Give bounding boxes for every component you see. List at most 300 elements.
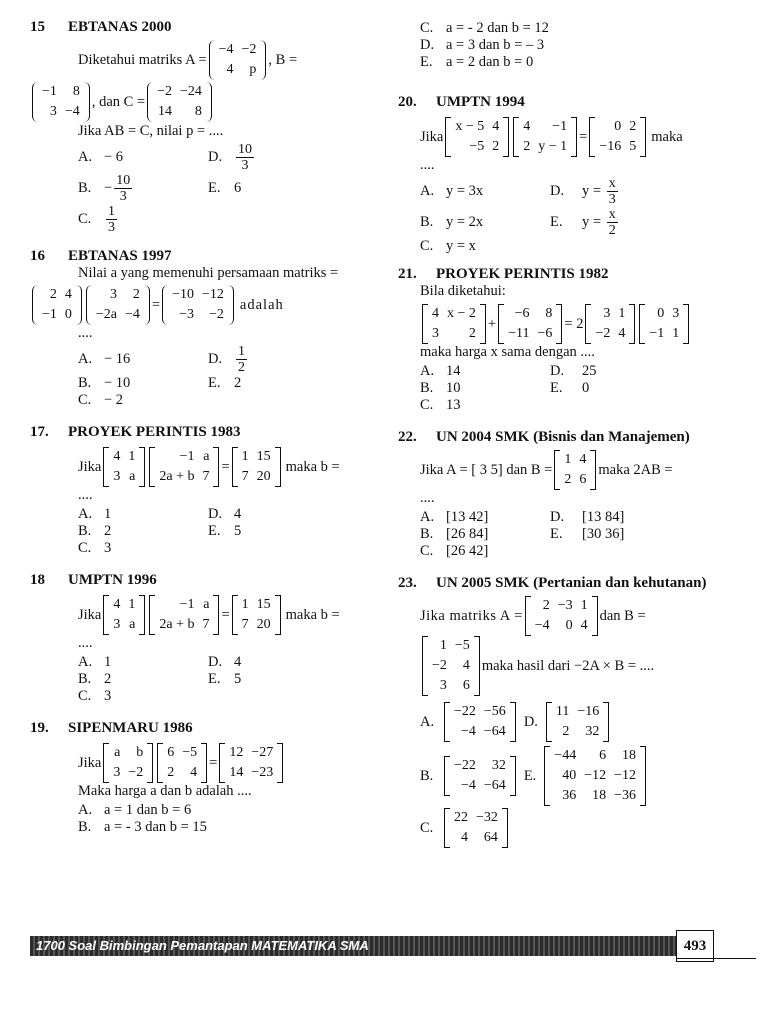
option-d-value: 4 bbox=[234, 654, 242, 670]
matrix-entries bbox=[238, 447, 275, 487]
matrix-b bbox=[422, 636, 480, 696]
matrix bbox=[232, 447, 281, 487]
matrix-entries bbox=[552, 702, 603, 742]
option-a-label: A. bbox=[420, 363, 435, 379]
matrix-entry: 2 bbox=[562, 724, 570, 739]
comma-text: , B = bbox=[268, 52, 298, 68]
option-c-value: [26 42] bbox=[446, 543, 489, 559]
matrix bbox=[498, 304, 562, 344]
matrix-entries bbox=[560, 450, 590, 490]
option-row bbox=[420, 509, 628, 526]
option-b-label: B. bbox=[78, 819, 92, 835]
matrix-entry: 7 bbox=[241, 617, 249, 632]
question-23 bbox=[398, 574, 743, 848]
matrix-a bbox=[525, 596, 598, 636]
matrix-entry: 2a + b bbox=[159, 617, 195, 632]
answer-options bbox=[78, 344, 253, 409]
matrix-entry: 4 bbox=[226, 62, 234, 77]
option-e-label: E. bbox=[208, 523, 221, 539]
option-b-value: a = - 3 dan b = 15 bbox=[104, 819, 207, 835]
jika-text: Jika bbox=[78, 459, 102, 475]
matrix-entry: −6 bbox=[514, 306, 530, 321]
option-row bbox=[78, 204, 260, 235]
matrix-entries bbox=[595, 117, 640, 157]
matrix-entries bbox=[109, 447, 139, 487]
option-c-value: 3 bbox=[104, 540, 112, 556]
option-d-fraction: $\frac{x}{3}$ bbox=[608, 176, 616, 207]
and-b-text: dan B = bbox=[599, 608, 646, 624]
question-prompt: Maka harga a dan b adalah .... bbox=[78, 783, 252, 799]
matrix-entry: −22 bbox=[454, 758, 476, 773]
answer-options bbox=[420, 20, 553, 71]
matrix-entry: 0 bbox=[565, 618, 573, 633]
option-b-fraction: $\frac{10}{3}$ bbox=[116, 173, 131, 204]
matrix bbox=[149, 595, 219, 635]
answer-options bbox=[78, 142, 260, 235]
option-c-label: C. bbox=[78, 392, 92, 408]
matrix-entry: 18 bbox=[622, 748, 637, 763]
option-a-label: A. bbox=[420, 183, 435, 199]
option-a-matrix bbox=[444, 702, 516, 742]
page-number: 493 bbox=[676, 930, 714, 962]
matrix-entry: −2 bbox=[595, 326, 611, 341]
matrix-entry: 8 bbox=[545, 306, 553, 321]
matrix-entry: 2 bbox=[468, 326, 476, 341]
answer-options bbox=[78, 506, 245, 557]
matrix-entry: 3 bbox=[672, 306, 680, 321]
option-row bbox=[78, 392, 253, 409]
option-row bbox=[78, 142, 260, 173]
matrix-entry: a bbox=[129, 469, 136, 484]
matrix-entry: 1 bbox=[241, 597, 249, 612]
matrix-entries bbox=[428, 304, 480, 344]
question-tail: maka b = bbox=[285, 459, 340, 475]
option-row: A. y = 3x D. y = $\frac{x}{3}$ bbox=[420, 176, 616, 207]
matrix-entry: 36 bbox=[562, 788, 577, 803]
matrix bbox=[422, 304, 486, 344]
option-e-label: E. bbox=[208, 180, 221, 196]
question-21 bbox=[398, 265, 743, 414]
option-row bbox=[420, 54, 553, 71]
matrix-entries bbox=[38, 82, 84, 122]
option-e-value: 2 bbox=[234, 375, 242, 391]
matrix-entry: −16 bbox=[599, 139, 622, 154]
option-c-label: C. bbox=[420, 20, 434, 36]
jika-text: Jika bbox=[420, 129, 444, 145]
question-number: 19. bbox=[30, 720, 49, 736]
matrix-entry: y − 1 bbox=[538, 139, 568, 154]
left-column bbox=[30, 18, 370, 846]
matrix-entry: 8 bbox=[194, 104, 202, 119]
option-b-label: B. bbox=[78, 523, 92, 539]
equals-sign: = bbox=[209, 755, 218, 771]
matrix bbox=[149, 447, 219, 487]
matrix-entry: 2 bbox=[542, 598, 550, 613]
matrix-entry: −24 bbox=[180, 84, 202, 99]
matrix-entry: −4 bbox=[461, 724, 476, 739]
option-d-label: D. bbox=[550, 183, 565, 199]
matrix-entries bbox=[215, 40, 261, 80]
matrix bbox=[162, 285, 234, 325]
matrix-entries bbox=[225, 743, 277, 783]
matrix-entry: 4 bbox=[492, 119, 500, 134]
question-number: 18 bbox=[30, 572, 45, 588]
matrix-entries bbox=[92, 285, 144, 325]
option-a-label: A. bbox=[78, 802, 93, 818]
matrix-bracket-right bbox=[640, 117, 646, 157]
option-b-label: B. bbox=[78, 671, 92, 687]
matrix-entry: −4 bbox=[218, 42, 234, 57]
matrix-bracket-right bbox=[590, 450, 596, 490]
option-b-value: − 10 bbox=[104, 375, 131, 391]
option-row bbox=[78, 506, 245, 523]
matrix-bracket-right bbox=[503, 117, 509, 157]
matrix-entry: 32 bbox=[585, 724, 600, 739]
equals-sign: = bbox=[579, 129, 588, 145]
matrix-bracket-right bbox=[228, 285, 234, 325]
matrix-entry: −36 bbox=[614, 788, 637, 803]
question-16 bbox=[30, 247, 370, 409]
matrix-bracket-right bbox=[277, 743, 283, 783]
matrix-entry: −5 bbox=[469, 139, 485, 154]
matrix-entry: 2 bbox=[523, 139, 531, 154]
matrix-entry: −64 bbox=[483, 724, 506, 739]
matrix-entry: 8 bbox=[72, 84, 80, 99]
matrix-entry: −3 bbox=[557, 598, 573, 613]
option-a-value: [13 42] bbox=[446, 509, 489, 525]
matrix bbox=[585, 304, 635, 344]
matrix-bracket-right bbox=[260, 40, 266, 80]
answer-options bbox=[420, 509, 628, 560]
option-e-label: E. bbox=[550, 214, 563, 230]
matrix bbox=[103, 743, 153, 783]
option-b-value: 2 bbox=[104, 523, 112, 539]
matrix-entry: a bbox=[114, 745, 121, 760]
matrix-entry: −12 bbox=[614, 768, 637, 783]
option-d-label: D. bbox=[208, 351, 223, 367]
matrix-bracket-right bbox=[275, 447, 281, 487]
matrix-entry: −10 bbox=[172, 287, 195, 302]
ellipsis: .... bbox=[420, 490, 435, 506]
option-d-value: [13 84] bbox=[582, 509, 625, 525]
matrix-entry: 11 bbox=[555, 704, 570, 719]
matrix-entry: 40 bbox=[562, 768, 577, 783]
matrix-entry: −4 bbox=[534, 618, 550, 633]
matrix-entry: 1 bbox=[618, 306, 626, 321]
question-prompt: maka hasil dari −2A × B = .... bbox=[481, 658, 655, 674]
option-b-label: B. bbox=[78, 375, 92, 391]
option-e-value: 6 bbox=[234, 180, 242, 196]
option-b-label: B. bbox=[420, 380, 434, 396]
matrix bbox=[103, 447, 145, 487]
and-c-text: , dan C = bbox=[91, 94, 146, 110]
matrix-entry: −64 bbox=[483, 778, 506, 793]
matrix-entry: 3 bbox=[110, 287, 118, 302]
question-number: 20. bbox=[398, 94, 417, 110]
question-prompt: maka harga x sama dengan .... bbox=[420, 344, 595, 360]
option-row bbox=[78, 344, 253, 375]
option-c-label: C. bbox=[420, 238, 434, 254]
matrix-entry: 15 bbox=[256, 597, 271, 612]
matrix bbox=[86, 285, 150, 325]
matrix-entry: 20 bbox=[256, 617, 271, 632]
matrix-entry: 4 bbox=[461, 830, 468, 845]
question-number: 16 bbox=[30, 248, 45, 264]
matrix-entries bbox=[550, 746, 640, 806]
matrix-entry: a bbox=[203, 597, 210, 612]
option-d-label: D. bbox=[208, 149, 223, 165]
matrix-entry: 1 bbox=[128, 449, 136, 464]
question-20 bbox=[398, 93, 743, 255]
question-19 bbox=[30, 719, 370, 836]
matrix-entry: 2 bbox=[49, 287, 57, 302]
option-e-value: [30 36] bbox=[582, 526, 625, 542]
answer-options bbox=[420, 363, 601, 414]
matrix-entry: −2a bbox=[95, 307, 118, 322]
matrix-bracket-right bbox=[213, 595, 219, 635]
matrix-entry: 15 bbox=[256, 449, 271, 464]
matrix bbox=[219, 743, 283, 783]
matrix-entry: 3 bbox=[603, 306, 611, 321]
matrix-entry: 22 bbox=[454, 810, 468, 825]
option-b-value: 2 bbox=[104, 671, 112, 687]
option-a-label: A. bbox=[420, 714, 435, 730]
matrix-entry: 7 bbox=[202, 617, 210, 632]
matrix bbox=[103, 595, 145, 635]
matrix-entry: −5 bbox=[182, 745, 198, 760]
question-tail: adalah bbox=[239, 297, 284, 313]
question-tail: maka 2AB = bbox=[598, 462, 673, 478]
matrix-entry: 3 bbox=[113, 469, 121, 484]
ellipsis: .... bbox=[78, 487, 93, 503]
right-column bbox=[398, 18, 743, 858]
question-source: UN 2004 SMK (Bisnis dan Manajemen) bbox=[436, 429, 690, 445]
question-source: UN 2005 SMK (Pertanian dan kehutanan) bbox=[436, 575, 707, 591]
matrix-bracket-right bbox=[144, 285, 150, 325]
option-e-value: 5 bbox=[234, 671, 242, 687]
matrix-entry: −1 bbox=[179, 597, 195, 612]
question-number: 17. bbox=[30, 424, 49, 440]
option-c-value: 13 bbox=[446, 397, 461, 413]
matrix-entries bbox=[155, 595, 213, 635]
matrix-entries bbox=[38, 285, 76, 325]
matrix-entry: 4 bbox=[580, 618, 588, 633]
matrix-bracket-right bbox=[510, 702, 516, 742]
matrix-bracket-right bbox=[206, 82, 212, 122]
question-source: SIPENMARU 1986 bbox=[68, 720, 193, 736]
footer-rule bbox=[676, 958, 756, 959]
question-source: UMPTN 1996 bbox=[68, 572, 157, 588]
question-prompt: Jika AB = C, nilai p = .... bbox=[78, 123, 224, 139]
matrix-entry: −23 bbox=[251, 765, 274, 780]
matrix-entry: 14 bbox=[158, 104, 173, 119]
option-row bbox=[420, 380, 601, 397]
question-15 bbox=[30, 18, 370, 235]
matrix-b bbox=[554, 450, 596, 490]
option-d-fraction: $\frac{1}{2}$ bbox=[238, 344, 245, 375]
option-d-label: D. bbox=[420, 37, 435, 53]
matrix-entry: 2a + b bbox=[159, 469, 195, 484]
option-a-label: A. bbox=[420, 509, 435, 525]
matrix-entries bbox=[109, 595, 139, 635]
option-e-label: E. bbox=[208, 671, 221, 687]
matrix-entry: 5 bbox=[629, 139, 637, 154]
option-c-label: C. bbox=[78, 688, 92, 704]
option-row bbox=[420, 397, 601, 414]
matrix bbox=[639, 304, 689, 344]
matrix-entry: 3 bbox=[113, 765, 121, 780]
option-row: B. − $\frac{10}{3}$ E. 6 bbox=[78, 173, 260, 204]
matrix-entry: −2 bbox=[241, 42, 257, 57]
answer-options bbox=[420, 176, 624, 255]
option-row bbox=[78, 523, 245, 540]
option-c-label: C. bbox=[420, 397, 434, 413]
matrix-entries bbox=[504, 304, 556, 344]
matrix-entries bbox=[450, 702, 510, 742]
option-d-label: D. bbox=[550, 363, 565, 379]
matrix-entry: −12 bbox=[584, 768, 607, 783]
matrix bbox=[232, 595, 281, 635]
matrix-entry: −22 bbox=[454, 704, 476, 719]
matrix-entry: 6 bbox=[167, 745, 175, 760]
matrix-entry: −2 bbox=[209, 307, 224, 322]
option-a-value: a = 1 dan b = 6 bbox=[104, 802, 192, 818]
matrix-entry: −4 bbox=[64, 104, 80, 119]
option-d-label: D. bbox=[208, 506, 223, 522]
option-e-label: E. bbox=[208, 375, 221, 391]
matrix-bracket-right bbox=[629, 304, 635, 344]
answer-options bbox=[78, 802, 211, 836]
matrix-entry: −1 bbox=[552, 119, 568, 134]
equals-sign: = bbox=[151, 297, 161, 313]
matrix-entry: 0 bbox=[657, 306, 665, 321]
matrix-entry: 4 bbox=[113, 597, 121, 612]
option-row bbox=[78, 375, 253, 392]
question-text: Jika matriks A = bbox=[420, 608, 523, 624]
matrix-entry: 1 bbox=[672, 326, 680, 341]
matrix-entry: x − 5 bbox=[455, 119, 485, 134]
matrix-entry: −16 bbox=[577, 704, 600, 719]
matrix-entry: 3 bbox=[49, 104, 57, 119]
matrix-entry: 18 bbox=[592, 788, 607, 803]
option-a-value: 1 bbox=[104, 506, 112, 522]
option-e-label: E. bbox=[550, 526, 563, 542]
matrix-entries bbox=[450, 808, 502, 848]
matrix-entry: −2 bbox=[157, 84, 173, 99]
matrix bbox=[445, 117, 509, 157]
question-18 bbox=[30, 571, 370, 705]
question-text: Diketahui matriks A = bbox=[78, 52, 207, 68]
matrix-entry: a bbox=[203, 449, 210, 464]
question-number: 15 bbox=[30, 19, 45, 35]
option-row bbox=[78, 654, 245, 671]
matrix-entry: p bbox=[249, 62, 257, 77]
matrix-entry: −32 bbox=[476, 810, 498, 825]
option-b-value: 10 bbox=[446, 380, 461, 396]
matrix-entry: a bbox=[129, 617, 136, 632]
question-17 bbox=[30, 423, 370, 557]
option-c-value: a = - 2 dan b = 12 bbox=[446, 20, 549, 36]
matrix-bracket-right bbox=[556, 304, 562, 344]
matrix-entry: 2 bbox=[492, 139, 500, 154]
matrix bbox=[513, 117, 577, 157]
option-b-value: [26 84] bbox=[446, 526, 489, 542]
option-row bbox=[420, 238, 624, 255]
option-e-label: E. bbox=[550, 380, 563, 396]
matrix-entry: 2 bbox=[132, 287, 140, 302]
option-row bbox=[420, 37, 553, 54]
question-source: PROYEK PERINTIS 1982 bbox=[436, 266, 609, 282]
option-e-value: 0 bbox=[582, 380, 590, 396]
jika-text: Jika bbox=[78, 755, 102, 771]
matrix-entry: 1 bbox=[241, 449, 249, 464]
matrix-entry: 0 bbox=[614, 119, 622, 134]
matrix-entry: 2 bbox=[629, 119, 637, 134]
matrix-entries bbox=[451, 117, 503, 157]
matrix-entry: −27 bbox=[251, 745, 274, 760]
question-22 bbox=[398, 428, 743, 560]
option-e-label: E. bbox=[523, 768, 537, 784]
matrix-bracket-right bbox=[640, 746, 646, 806]
option-a-value: 1 bbox=[104, 654, 112, 670]
matrix-entries bbox=[155, 447, 213, 487]
matrix-entries bbox=[109, 743, 147, 783]
option-d-label: D. bbox=[550, 509, 565, 525]
option-e-matrix bbox=[544, 746, 646, 806]
question-19-continued bbox=[420, 20, 743, 71]
matrix-entry: −6 bbox=[537, 326, 553, 341]
matrix-bracket-right bbox=[603, 702, 609, 742]
matrix-entry: −44 bbox=[554, 748, 577, 763]
option-row bbox=[78, 540, 245, 557]
matrix-entries bbox=[450, 756, 510, 796]
plus-sign: + bbox=[487, 316, 497, 332]
matrix-bracket-right bbox=[480, 304, 486, 344]
matrix-entry: 4 bbox=[523, 119, 531, 134]
option-a-label: A. bbox=[78, 149, 93, 165]
option-b-label: B. bbox=[420, 214, 434, 230]
option-e-value: a = 2 dan b = 0 bbox=[446, 54, 534, 70]
matrix-entry: −11 bbox=[508, 326, 530, 341]
matrix-entry: 20 bbox=[256, 469, 271, 484]
matrix-entry: 3 bbox=[439, 678, 447, 693]
option-c-value: y = x bbox=[446, 238, 476, 254]
matrix-entry: 6 bbox=[599, 748, 607, 763]
option-d-value: 25 bbox=[582, 363, 597, 379]
question-number: 23. bbox=[398, 575, 417, 591]
option-a-value: − 6 bbox=[104, 149, 124, 165]
option-row bbox=[78, 671, 245, 688]
matrix-entry: b bbox=[136, 745, 144, 760]
question-text: Bila diketahui: bbox=[420, 283, 506, 299]
ellipsis: .... bbox=[78, 635, 93, 651]
matrix-entries bbox=[645, 304, 683, 344]
matrix bbox=[589, 117, 646, 157]
matrix-entry: 6 bbox=[462, 678, 470, 693]
answer-options bbox=[78, 654, 245, 705]
option-c-label: C. bbox=[78, 540, 92, 556]
option-row bbox=[420, 20, 553, 37]
option-d-value: 4 bbox=[234, 506, 242, 522]
option-c-value: − 2 bbox=[104, 392, 124, 408]
ellipsis: .... bbox=[420, 157, 435, 173]
matrix-entry: −1 bbox=[179, 449, 195, 464]
matrix-entry: 6 bbox=[579, 472, 587, 487]
matrix-entry: 3 bbox=[432, 326, 439, 341]
matrix-entries bbox=[591, 304, 629, 344]
option-row bbox=[420, 526, 628, 543]
matrix-entry: −56 bbox=[483, 704, 506, 719]
